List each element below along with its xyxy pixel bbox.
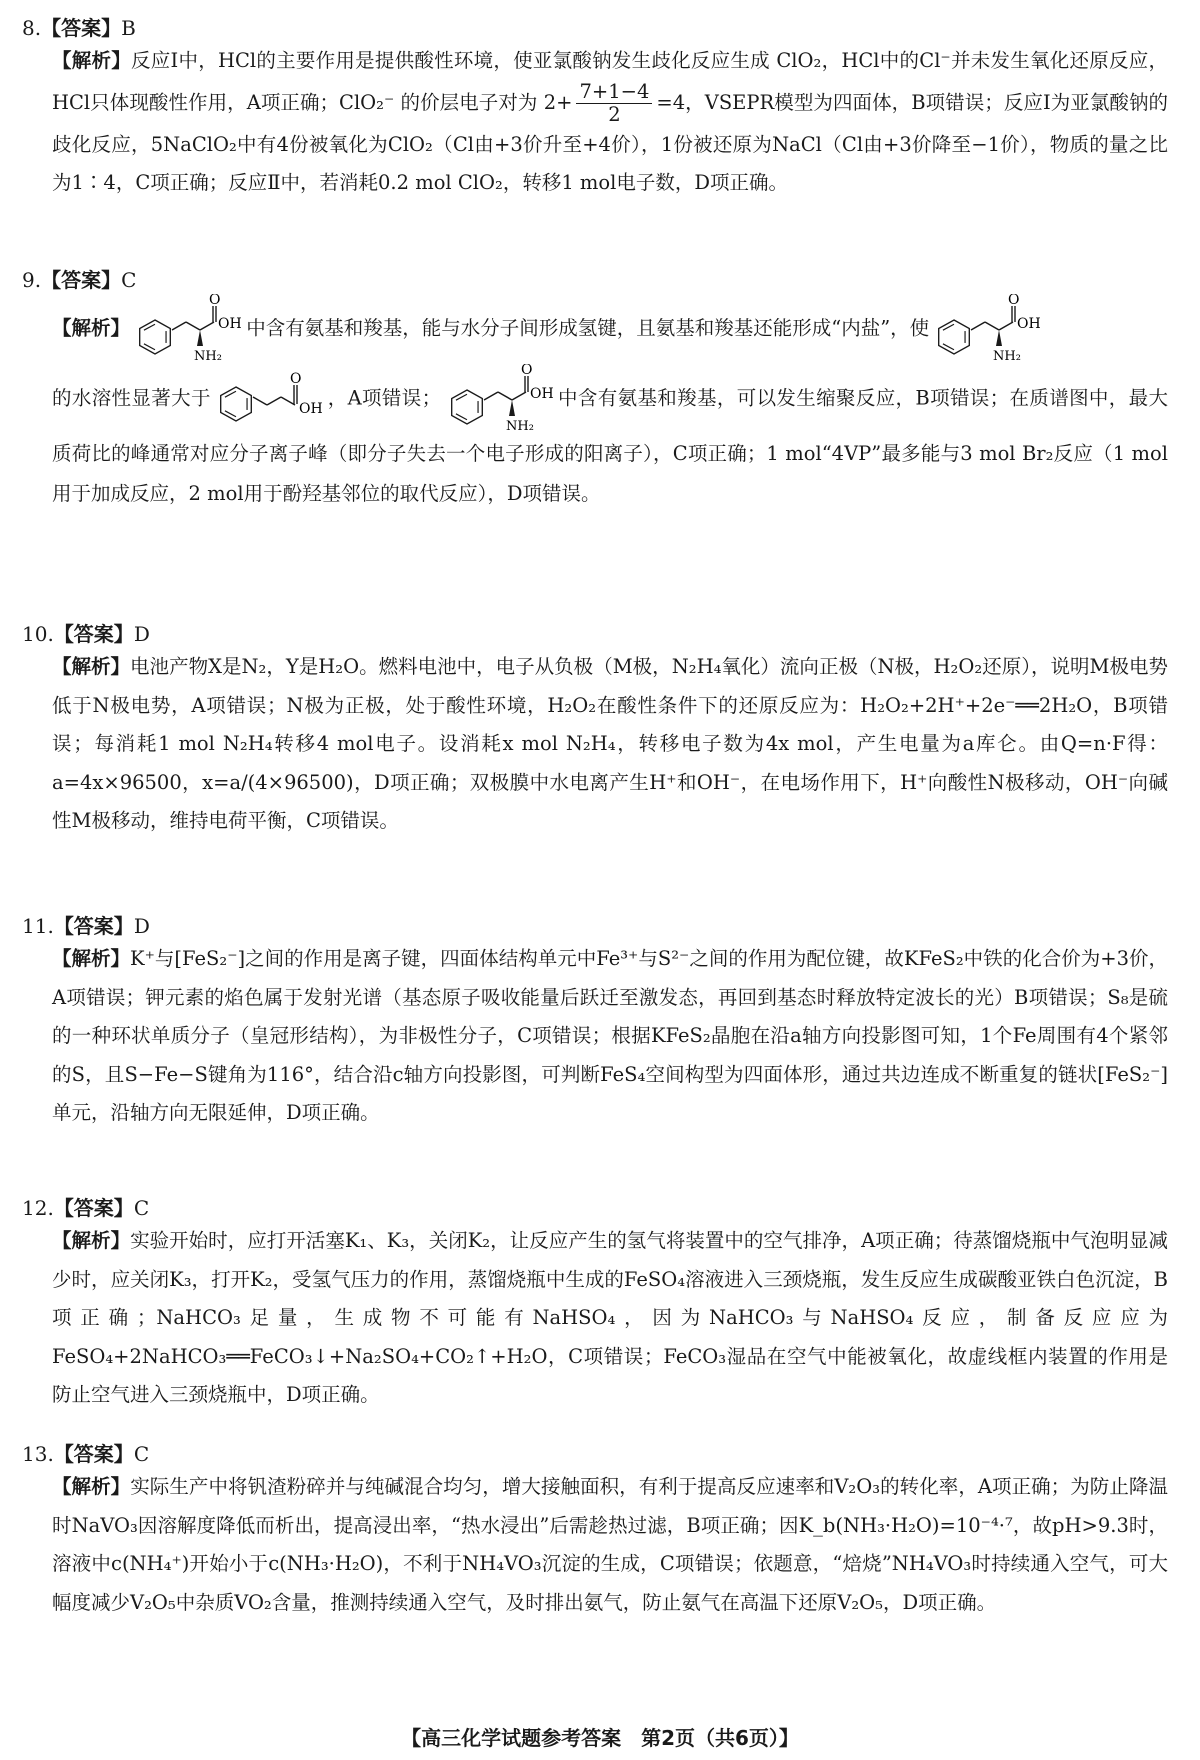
explanation-label: 【解析】 <box>52 49 132 72</box>
explanation-text: ，A项错误； <box>327 386 442 410</box>
answer-value: C <box>133 1196 150 1220</box>
question-9 <box>22 266 1172 514</box>
phenylpropanoic-acid-structure <box>217 371 327 427</box>
answer-value: C <box>133 1442 150 1466</box>
explanation-text: 实际生产中将钒渣粉碎并与纯碱混合均匀，增大接触面积，有利于提高反应速率和V₂O₃的转化率，A项正确；为防止降温时NaVO₃因溶解度降低而析出，提高浸出率，“热水浸出”后需趁热过滤，B项正确；因K_b(NH₃·H₂O)=10⁻⁴·⁷，故pH>9.3时，溶液中c(NH₄⁺)开始小于c(NH₃·H₂O)，不利于NH₄VO₃沉淀的生成，C项错误；依题意，“焙烧”NH₄VO₃时持续通入空气，可大幅度减少V₂O₅中杂质VO₂含量，推测持续通入空气，及时排出氨气，防止氨气在高温下还原V₂O₅，D项正确。 <box>52 1475 1168 1614</box>
question-number: 8. <box>22 16 42 40</box>
question-12 <box>22 1194 1172 1415</box>
question-number: 13. <box>22 1442 54 1466</box>
answer-line-9 <box>22 266 1172 294</box>
fraction-numerator: 7+1−4 <box>576 81 652 104</box>
page-footer: 【高三化学试题参考答案 第2页（共6页）】 <box>401 1726 799 1750</box>
answer-value: B <box>121 16 136 40</box>
mol-o-label: O <box>520 364 533 378</box>
answer-line-13 <box>22 1440 1172 1468</box>
mol-oh-label: OH <box>529 386 554 402</box>
explanation-text: 的水溶性显著大于 <box>52 386 211 410</box>
mol-oh-label: OH <box>299 401 324 417</box>
explanation-label: 【解析】 <box>52 316 131 340</box>
explanation-12 <box>22 1222 1172 1415</box>
explanation-text: 电池产物X是N₂，Y是H₂O。燃料电池中，电子从负极（M极，N₂H₄氧化）流向正极（N极，H₂O₂还原），说明M极电势低于N极电势，A项错误；N极为正极，处于酸性环境，H₂O₂在酸性条件下的还原反应为：H₂O₂+2H⁺+2e⁻══2H₂O，B项错误；每消耗1 mol N₂H₄转移4 mol电子。设消耗x mol N₂H₄，转移电子数为4x mol，产生电量为a库仑。由Q=n·F得：a=4x×96500，x=a/(4×96500)，D项正确；双极膜中水电离产生H⁺和OH⁻，在电场作用下，H⁺向酸性N极移动，OH⁻向碱性M极移动，维持电荷平衡，C项错误。 <box>52 655 1168 832</box>
explanation-13 <box>22 1468 1172 1622</box>
answer-label: 【答案】 <box>53 1196 134 1220</box>
answer-label: 【答案】 <box>41 16 122 40</box>
answer-line-10 <box>22 620 1172 648</box>
mol-nh2-label: NH₂ <box>993 349 1022 364</box>
answer-value: D <box>133 914 150 938</box>
mol-oh-label: OH <box>1017 316 1042 332</box>
explanation-11 <box>22 940 1172 1133</box>
explanation-label: 【解析】 <box>52 655 131 678</box>
explanation-text: 反应Ⅰ中，HCl的主要作用是提供酸性环境，使亚氯酸钠发生歧化反应生成 ClO₂，HCl中的Cl⁻并未发生氧化还原反应，HCl只体现酸性作用，A项正确；ClO₂⁻ 的价层电子对为 2+ <box>52 49 1168 114</box>
explanation-text: K⁺与[FeS₂⁻]之间的作用是离子键，四面体结构单元中Fe³⁺与S²⁻之间的作用为配位键，故KFeS₂中铁的化合价为+3价，A项错误；钾元素的焰色属于发射光谱（基态原子吸收能量后跃迁至激发态，再回到基态时释放特定波长的光）B项错误；S₈是硫的一种环状单质分子（皇冠形结构），为非极性分子，C项错误；根据KFeS₂晶胞在沿a轴方向投影图可知，1个Fe周围有4个紧邻的S，且S−Fe−S键角为116°，结合沿c轴方向投影图，可判断FeS₄空间构型为四面体形，通过共边连成不断重复的链状[FeS₂⁻]单元，沿轴方向无限延伸，D项正确。 <box>52 947 1168 1124</box>
answer-line-8 <box>22 14 1172 42</box>
answer-line-11 <box>22 912 1172 940</box>
phenylalanine-structure <box>136 294 246 364</box>
answer-label: 【答案】 <box>41 268 122 292</box>
answer-line-12 <box>22 1194 1172 1222</box>
explanation-label: 【解析】 <box>52 947 131 970</box>
mol-o-label: O <box>290 371 302 387</box>
question-number: 11. <box>22 914 54 938</box>
question-11 <box>22 912 1172 1133</box>
question-number: 9. <box>22 268 42 292</box>
answer-value: C <box>121 268 137 292</box>
explanation-text: =4，VSEPR模型为四面体，B项错误；反应Ⅰ为亚氯酸钠的歧化反应，5NaClO₂中有4份被氧化为ClO₂（Cl由+3价升至+4价），1份被还原为NaCl（Cl由+3价降至−1价），物质的量之比为1∶4，C项正确；反应Ⅱ中，若消耗0.2 mol ClO₂，转移1 mol电子数，D项正确。 <box>52 90 1169 194</box>
explanation-10 <box>22 648 1172 841</box>
explanation-text: 中含有氨基和羧基，可以发生缩聚反应，B项错误；在质谱图中，最大质荷比的峰通常对应分子离子峰（即分子失去一个电子形成的阳离子），C项正确；1 mol“4VP”最多能与3 mol Br₂反应（1 mol用于加成反应，2 mol用于酚羟基邻位的取代反应），D项错误。 <box>52 386 1168 505</box>
phenylalanine-structure <box>448 364 558 434</box>
answer-label: 【答案】 <box>53 914 134 938</box>
explanation-label: 【解析】 <box>52 1229 131 1252</box>
mol-nh2-label: NH₂ <box>505 419 534 434</box>
mol-oh-label: OH <box>218 316 242 332</box>
mol-nh2-label: NH₂ <box>194 349 223 364</box>
mol-o-label: O <box>1008 294 1020 308</box>
question-8 <box>22 14 1172 203</box>
explanation-text: 实验开始时，应打开活塞K₁、K₃，关闭K₂，让反应产生的氢气将装置中的空气排净，A项正确；待蒸馏烧瓶中气泡明显减少时，应关闭K₃，打开K₂，受氢气压力的作用，蒸馏烧瓶中生成的FeSO₄溶液进入三颈烧瓶，发生反应生成碳酸亚铁白色沉淀，B项正确；NaHCO₃足量，生成物不可能有NaHSO₄，因为NaHCO₃与NaHSO₄反应，制备反应应为FeSO₄+2NaHCO₃══FeCO₃↓+Na₂SO₄+CO₂↑+H₂O，C项错误；FeCO₃湿品在空气中能被氧化，故虚线框内装置的作用是防止空气进入三颈烧瓶中，D项正确。 <box>52 1229 1168 1406</box>
explanation-8 <box>22 42 1172 203</box>
explanation-text: 中含有氨基和羧基，能与水分子间形成氢键，且氨基和羧基还能形成“内盐”，使 <box>246 316 930 340</box>
fraction <box>576 81 652 126</box>
answer-label: 【答案】 <box>53 1442 134 1466</box>
fraction-denominator: 2 <box>608 102 621 126</box>
question-10 <box>22 620 1172 841</box>
phenylalanine-structure <box>935 294 1045 364</box>
explanation-label: 【解析】 <box>52 1475 131 1498</box>
answer-value: D <box>133 622 150 646</box>
explanation-9 <box>22 294 1172 514</box>
mol-o-label: O <box>209 294 221 308</box>
answer-label: 【答案】 <box>53 622 134 646</box>
question-13 <box>22 1440 1172 1622</box>
question-number: 12. <box>22 1196 54 1220</box>
question-number: 10. <box>22 622 54 646</box>
